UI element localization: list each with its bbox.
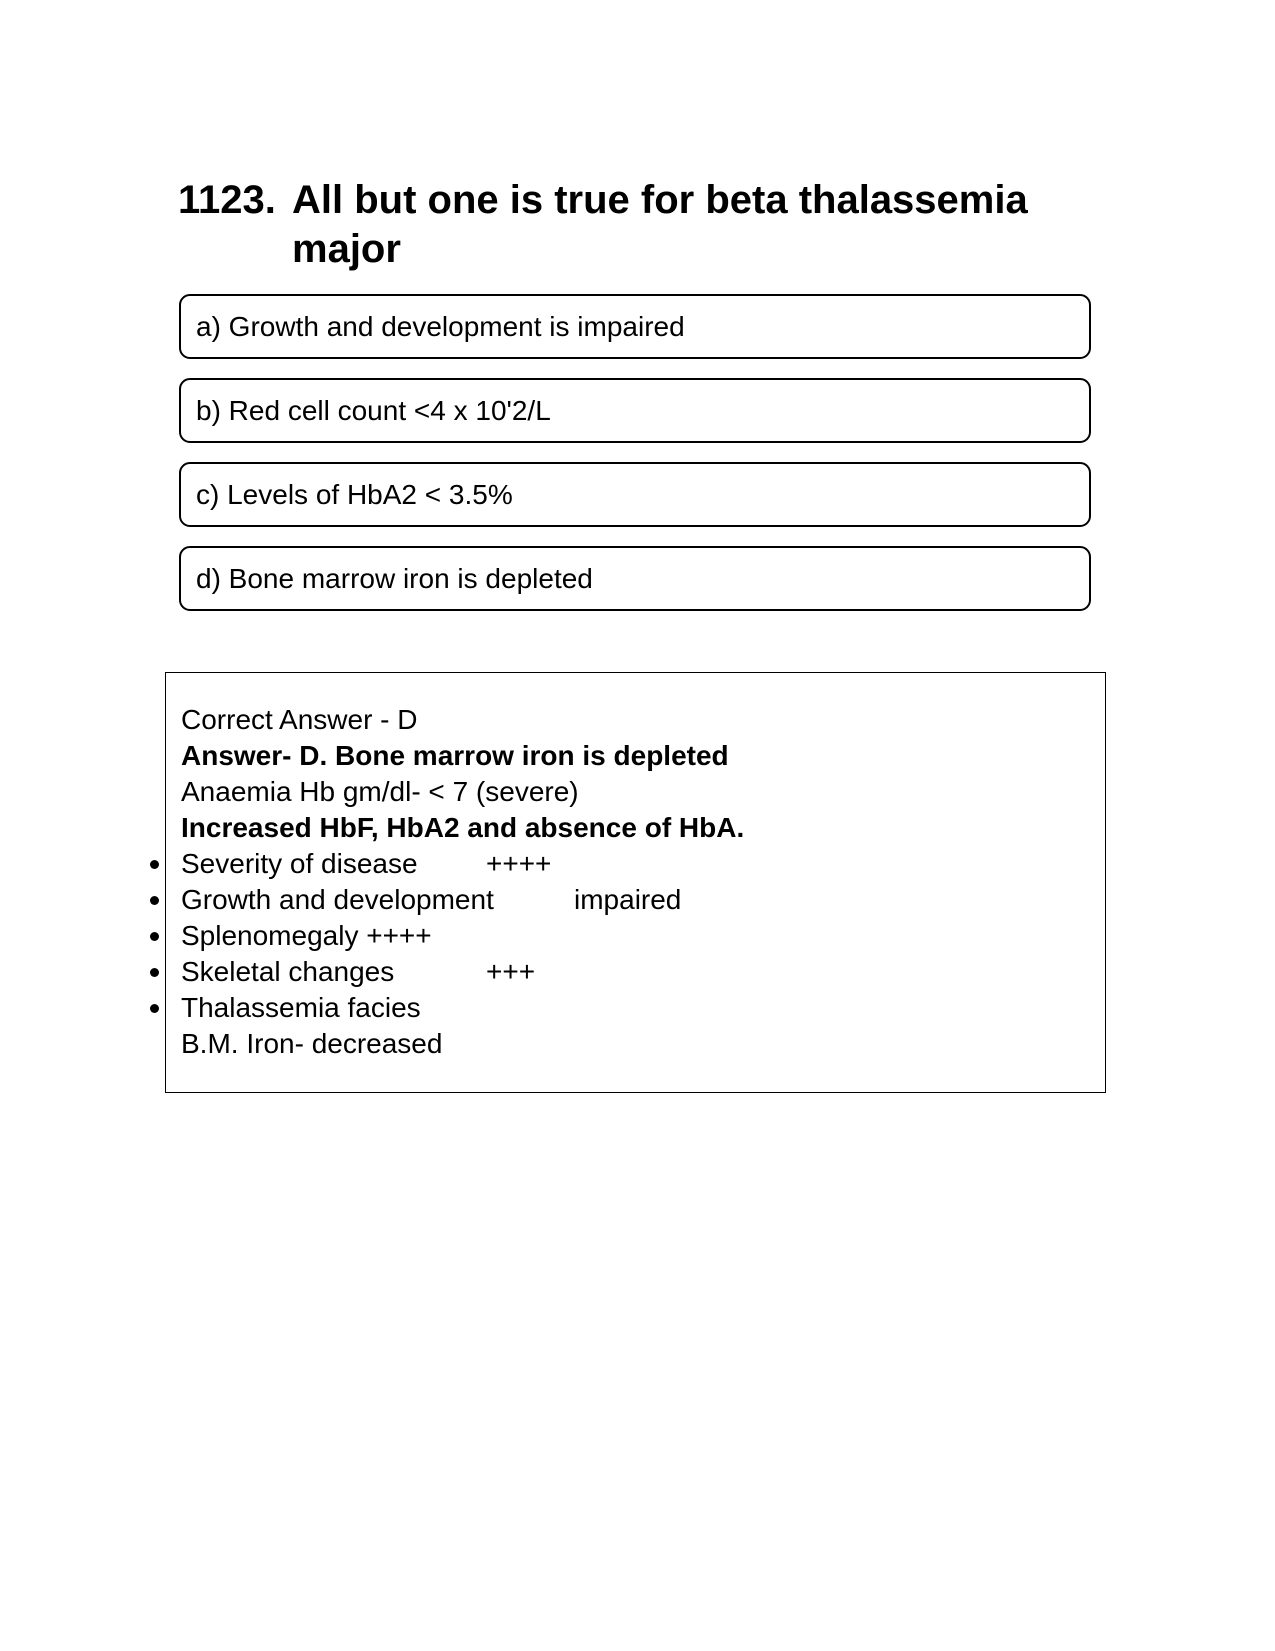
bullet-value: impaired <box>574 884 682 915</box>
bullet-value: +++ <box>486 956 536 987</box>
bullet-item-growth <box>181 882 744 918</box>
bullet-item-splenomegaly <box>181 918 744 954</box>
bullet-label: Splenomegaly ++++ <box>181 920 432 951</box>
option-b[interactable]: b) Red cell count <4 x 10'2/L <box>179 378 1091 443</box>
correct-answer-line: Correct Answer - D <box>181 704 418 735</box>
anaemia-line: Anaemia Hb gm/dl- < 7 (severe) <box>181 776 579 807</box>
option-a[interactable]: a) Growth and development is impaired <box>179 294 1091 359</box>
bullet-label: Severity of disease <box>181 848 418 879</box>
option-d[interactable]: d) Bone marrow iron is depleted <box>179 546 1091 611</box>
answer-explanation <box>181 702 744 1062</box>
bullet-item-skeletal <box>181 954 744 990</box>
question-number: 1123. <box>178 178 276 222</box>
bm-iron-line: B.M. Iron- decreased <box>181 1028 443 1059</box>
bullet-value: ++++ <box>486 848 552 879</box>
bullet-label: Thalassemia facies <box>181 992 421 1023</box>
bullet-item-severity <box>181 846 744 882</box>
question-text: All but one is true for beta thalassemia major <box>292 178 1028 271</box>
question-heading <box>178 176 1078 274</box>
answer-heading: Answer- D. Bone marrow iron is depleted <box>181 740 729 771</box>
bullet-label: Growth and development <box>181 884 494 915</box>
option-c[interactable]: c) Levels of HbA2 < 3.5% <box>179 462 1091 527</box>
increased-hb-line: Increased HbF, HbA2 and absence of HbA. <box>181 812 745 843</box>
bullet-label: Skeletal changes <box>181 956 395 987</box>
bullet-item-facies <box>181 990 744 1026</box>
